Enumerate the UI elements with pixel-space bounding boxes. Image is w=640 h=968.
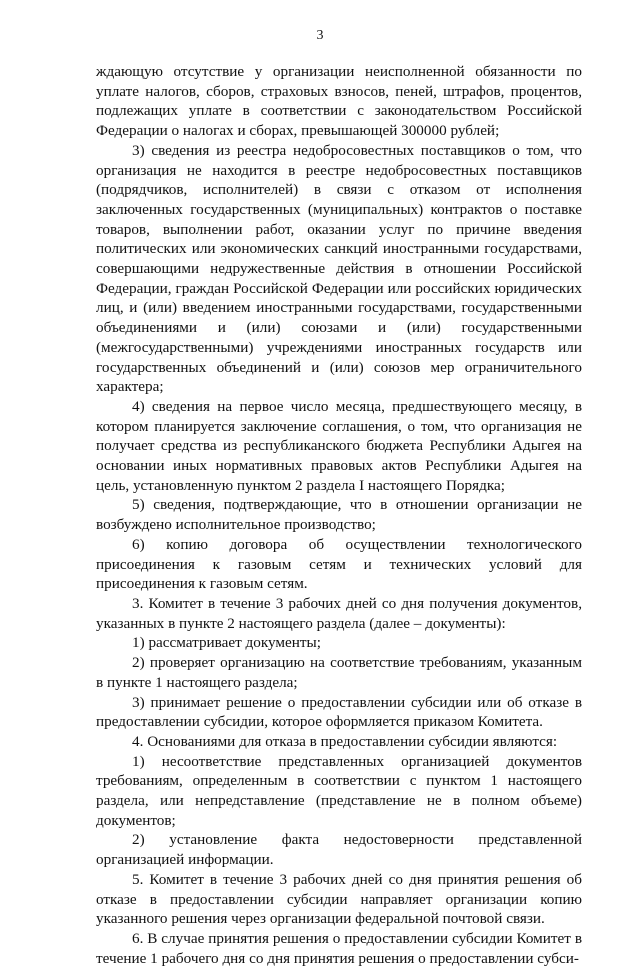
page-number: 3 <box>316 28 324 43</box>
paragraph-section-3-item-2: 2) проверяет организацию на соответствие требованиям, указанным в пункте 1 настоящего раздела; <box>96 654 582 691</box>
paragraph-section-3: 3. Комитет в течение 3 рабочих дней со дня получения документов, указанных в пункте 2 настоящего раздела (далее – документы): <box>96 594 582 632</box>
paragraph-section-4-item-1: 1) несоответствие представленных организацией документов требованиям, определенным в соответствии с пунктом 1 настоящего раздела, или непредставление (представление не в полном объеме) документов; <box>96 752 582 829</box>
paragraph-section-4: 4. Основаниями для отказа в предоставлении субсидии являются: <box>132 732 558 750</box>
document-body <box>96 62 582 968</box>
paragraph-continuation: ждающую отсутствие у организации неисполненной обязанности по уплате налогов, сборов, страховых взносов, пеней, штрафов, процентов, подлежащих уплате в соответствии с законодательством Российской Федерации о налогах и сборах, превышающей 300000 рублей; <box>96 63 582 140</box>
paragraph-section-3-item-3: 3) принимает решение о предоставлении субсидии или об отказе в предоставлении субсидии, которое оформляется приказом Комитета. <box>96 693 582 731</box>
paragraph-item-5-enforcement: 5) сведения, подтверждающие, что в отношении организации не возбуждено исполнительное производство; <box>96 496 582 534</box>
paragraph-item-6-gas-contract: 6) копию договора об осуществлении технологического присоединения к газовым сетям и технических условий для присоединения к газовым сетям. <box>96 535 582 593</box>
paragraph-section-5: 5. Комитет в течение 3 рабочих дней со дня принятия решения об отказе в предоставлении субсидии направляет организации копию указанного решения через организации федеральной почтовой связи. <box>96 870 582 928</box>
paragraph-section-4-item-2: 2) установление факта недостоверности представленной организацией информации. <box>96 831 582 869</box>
paragraph-item-4-budget: 4) сведения на первое число месяца, предшествующего месяцу, в котором планируется заключение соглашения, о том, что организация не получает средства из республиканского бюджета Республики Адыгея на основании иных нормативных правовых актов Республики Адыгея на цель, установленную пунктом 2 раздела I настоящего Порядка; <box>96 397 582 494</box>
paragraph-section-6: 6. В случае принятия решения о предоставлении субсидии Комитет в течение 1 рабочего дня со дня принятия решения о предоставлении субси- <box>96 929 582 967</box>
paragraph-item-3-registry: 3) сведения из реестра недобросовестных поставщиков о том, что организация не находится в реестре недобросовестных поставщиков (подрядчиков, исполнителей) в связи с отказом от исполнения заключенных государственных (муниципальных) контрактов о поставке товаров, выполнении работ, оказании услуг по причине введения политических или экономических санкций иностранными государствами, совершающими недружественные действия в отношении Российской Федерации, граждан Российской Федерации или российских юридических лиц, и (или) введением иностранными государствами, государственными объединениями и (или) союзами и (или) государственными (межгосударственными) учреждениями иностранных государств или государственных объединений и (или) союзов мер ограничительного характера; <box>96 141 582 396</box>
paragraph-section-3-item-1: 1) рассматривает документы; <box>132 634 321 652</box>
